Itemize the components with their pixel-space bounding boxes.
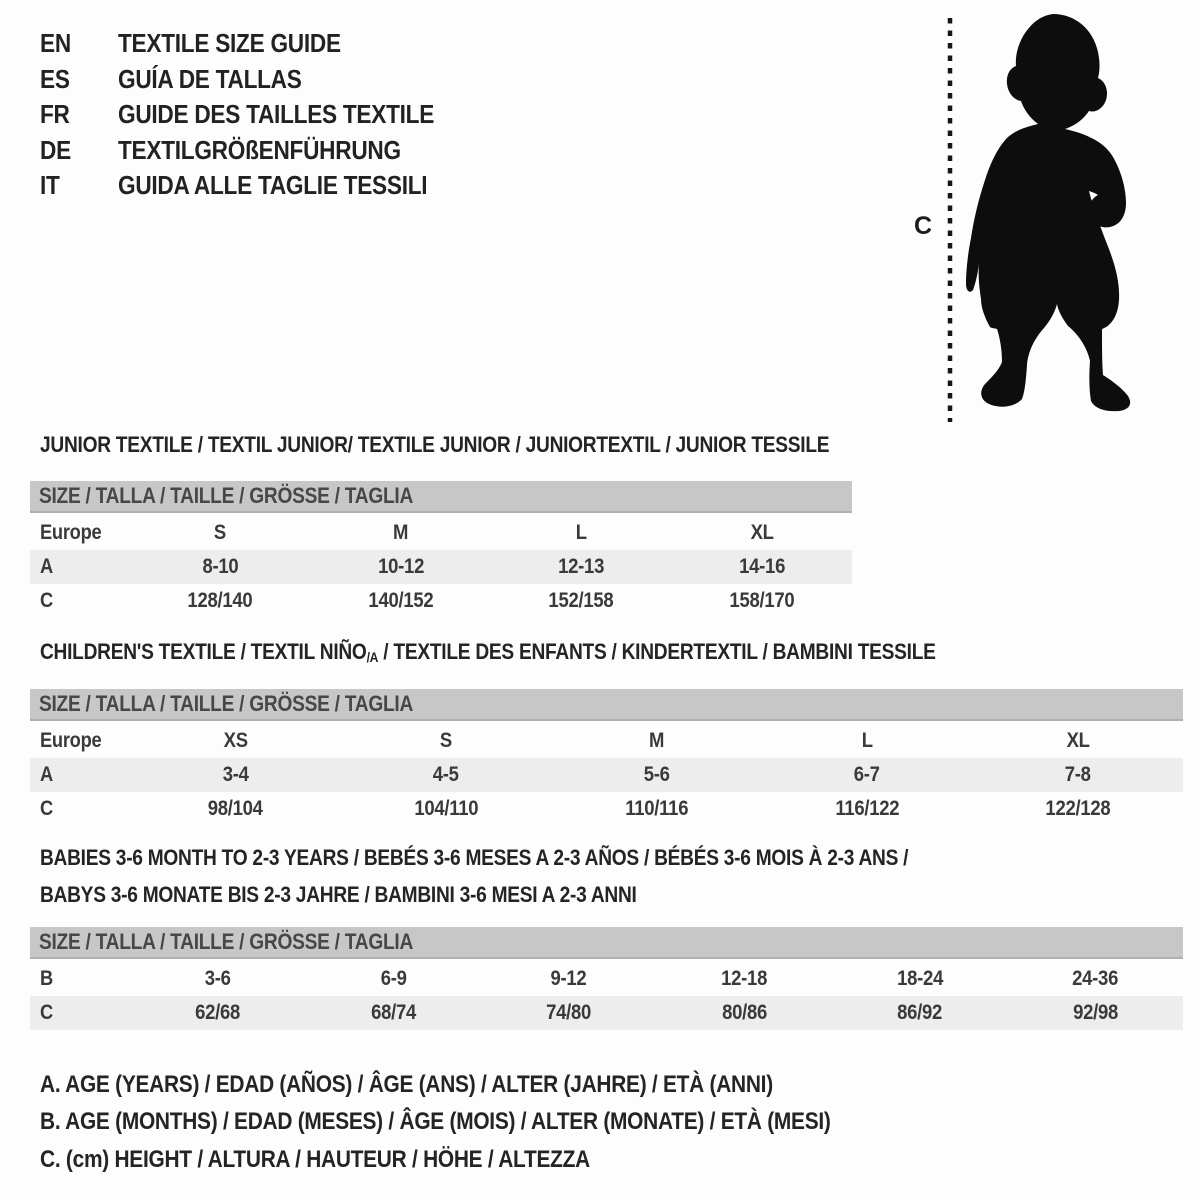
language-code: FR	[40, 99, 70, 130]
value-cell: 92/98	[1072, 1001, 1118, 1024]
children-heading-prefix: CHILDREN'S TEXTILE / TEXTIL NIÑO	[40, 639, 367, 664]
row-label: Europe	[40, 729, 102, 752]
junior-heading-text: JUNIOR TEXTILE / TEXTIL JUNIOR/ TEXTILE JUNIOR / JUNIORTEXTIL / JUNIOR TESSILE	[40, 432, 830, 457]
legend-line-height-cm	[40, 1141, 949, 1179]
table-row	[30, 996, 1183, 1030]
value-cell: 18-24	[896, 967, 943, 990]
children-heading-suffix: / TEXTILE DES ENFANTS / KINDERTEXTIL / BAMBINI TESSILE	[378, 639, 936, 664]
size-header-text: SIZE / TALLA / TAILLE / GRÖSSE / TAGLIA	[39, 483, 414, 508]
value-cell: 86/92	[897, 1001, 943, 1024]
language-row-it	[40, 168, 481, 204]
legend-text-a: A. AGE (YEARS) / EDAD (AÑOS) / ÂGE (ANS) / ALTER (JAHRE) / ETÀ (ANNI)	[40, 1070, 773, 1098]
value-cell: 152/158	[548, 589, 614, 612]
value-cell: 3-4	[222, 763, 249, 786]
toddler-silhouette	[966, 14, 1130, 411]
legend-text-c: C. (cm) HEIGHT / ALTURA / HAUTEUR / HÖHE / ALTEZZA	[40, 1145, 590, 1173]
value-cell: 158/170	[729, 589, 795, 612]
value-cell: 6-7	[854, 763, 881, 786]
children-heading-subscript: /A	[366, 649, 379, 665]
height-measure-label: C	[913, 212, 933, 240]
value-cell: 128/140	[187, 589, 253, 612]
size-cell: S	[439, 729, 452, 752]
value-cell: 6-9	[380, 967, 407, 990]
size-cell: XS	[223, 729, 248, 752]
row-label: A	[40, 555, 53, 578]
table-row	[30, 962, 1183, 996]
value-cell: 104/110	[413, 797, 478, 820]
language-row-de	[40, 133, 481, 169]
value-cell: 7-8	[1064, 763, 1091, 786]
language-code: IT	[40, 170, 60, 201]
value-cell: 116/122	[835, 797, 900, 820]
babies-heading-line1: BABIES 3-6 MONTH TO 2-3 YEARS / BEBÉS 3-6 MESES A 2-3 AÑOS / BÉBÉS 3-6 MOIS À 2-3 ANS /	[40, 845, 909, 870]
value-cell: 110/116	[625, 797, 688, 820]
value-cell: 140/152	[368, 589, 434, 612]
babies-size-table	[30, 927, 1183, 1030]
value-cell: 14-16	[738, 555, 785, 578]
language-title: GUIDA ALLE TAGLIE TESSILI	[118, 170, 428, 201]
value-cell: 122/128	[1045, 797, 1111, 820]
value-cell: 3-6	[204, 967, 231, 990]
value-cell: 10-12	[377, 555, 424, 578]
children-size-table	[30, 689, 1183, 826]
size-cell: L	[575, 521, 587, 544]
language-title: GUIDE DES TAILLES TEXTILE	[118, 99, 435, 130]
size-header-text: SIZE / TALLA / TAILLE / GRÖSSE / TAGLIA	[39, 929, 414, 954]
language-title: TEXTILE SIZE GUIDE	[118, 28, 341, 59]
language-code: DE	[40, 134, 71, 165]
size-cell: L	[861, 729, 873, 752]
value-cell: 5-6	[643, 763, 670, 786]
table-row	[30, 550, 852, 584]
size-cell: XL	[750, 521, 774, 544]
value-cell: 8-10	[202, 555, 239, 578]
children-size-header-bar	[30, 689, 1183, 721]
junior-section-heading	[40, 426, 947, 463]
table-row	[30, 584, 852, 618]
language-code: ES	[40, 63, 70, 94]
value-cell: 4-5	[432, 763, 459, 786]
size-header-text: SIZE / TALLA / TAILLE / GRÖSSE / TAGLIA	[39, 691, 414, 716]
language-title: TEXTILGRÖßENFÜHRUNG	[118, 134, 401, 165]
legend-text-b: B. AGE (MONTHS) / EDAD (MESES) / ÂGE (MOIS) / ALTER (MONATE) / ETÀ (MESI)	[40, 1108, 831, 1136]
junior-size-table	[30, 481, 852, 618]
size-cell: S	[214, 521, 227, 544]
row-label: C	[40, 1001, 53, 1024]
language-row-fr	[40, 97, 481, 133]
table-row	[30, 516, 852, 550]
table-row	[30, 724, 1183, 758]
value-cell: 12-13	[558, 555, 605, 578]
language-title: GUÍA DE TALLAS	[118, 63, 302, 94]
value-cell: 80/86	[721, 1001, 767, 1024]
value-cell: 62/68	[195, 1001, 241, 1024]
children-heading-text	[40, 633, 936, 676]
table-row	[30, 792, 1183, 826]
size-cell: XL	[1066, 729, 1090, 752]
row-label: Europe	[40, 521, 102, 544]
value-cell: 98/104	[207, 797, 263, 820]
babies-size-header-bar	[30, 927, 1183, 959]
table-row	[30, 758, 1183, 792]
measure-legend	[40, 1066, 949, 1179]
language-row-en	[40, 26, 481, 62]
row-label: A	[40, 763, 53, 786]
children-section-heading	[40, 633, 1069, 676]
value-cell: 12-18	[721, 967, 768, 990]
toddler-figure	[900, 10, 1160, 430]
language-row-es	[40, 62, 481, 98]
value-cell: 68/74	[370, 1001, 416, 1024]
row-label: B	[40, 967, 53, 990]
language-title-list	[40, 26, 481, 204]
legend-line-age-months	[40, 1104, 949, 1142]
value-cell: 9-12	[550, 967, 587, 990]
value-cell: 74/80	[546, 1001, 592, 1024]
babies-section-heading	[40, 839, 1038, 913]
row-label: C	[40, 589, 53, 612]
row-label: C	[40, 797, 53, 820]
language-code: EN	[40, 28, 71, 59]
size-cell: M	[648, 729, 665, 752]
legend-line-age-years	[40, 1066, 949, 1104]
value-cell: 24-36	[1072, 967, 1119, 990]
size-cell: M	[393, 521, 409, 544]
junior-size-header-bar	[30, 481, 852, 513]
babies-heading-line2: BABYS 3-6 MONATE BIS 2-3 JAHRE / BAMBINI 3-6 MESI A 2-3 ANNI	[40, 882, 637, 907]
